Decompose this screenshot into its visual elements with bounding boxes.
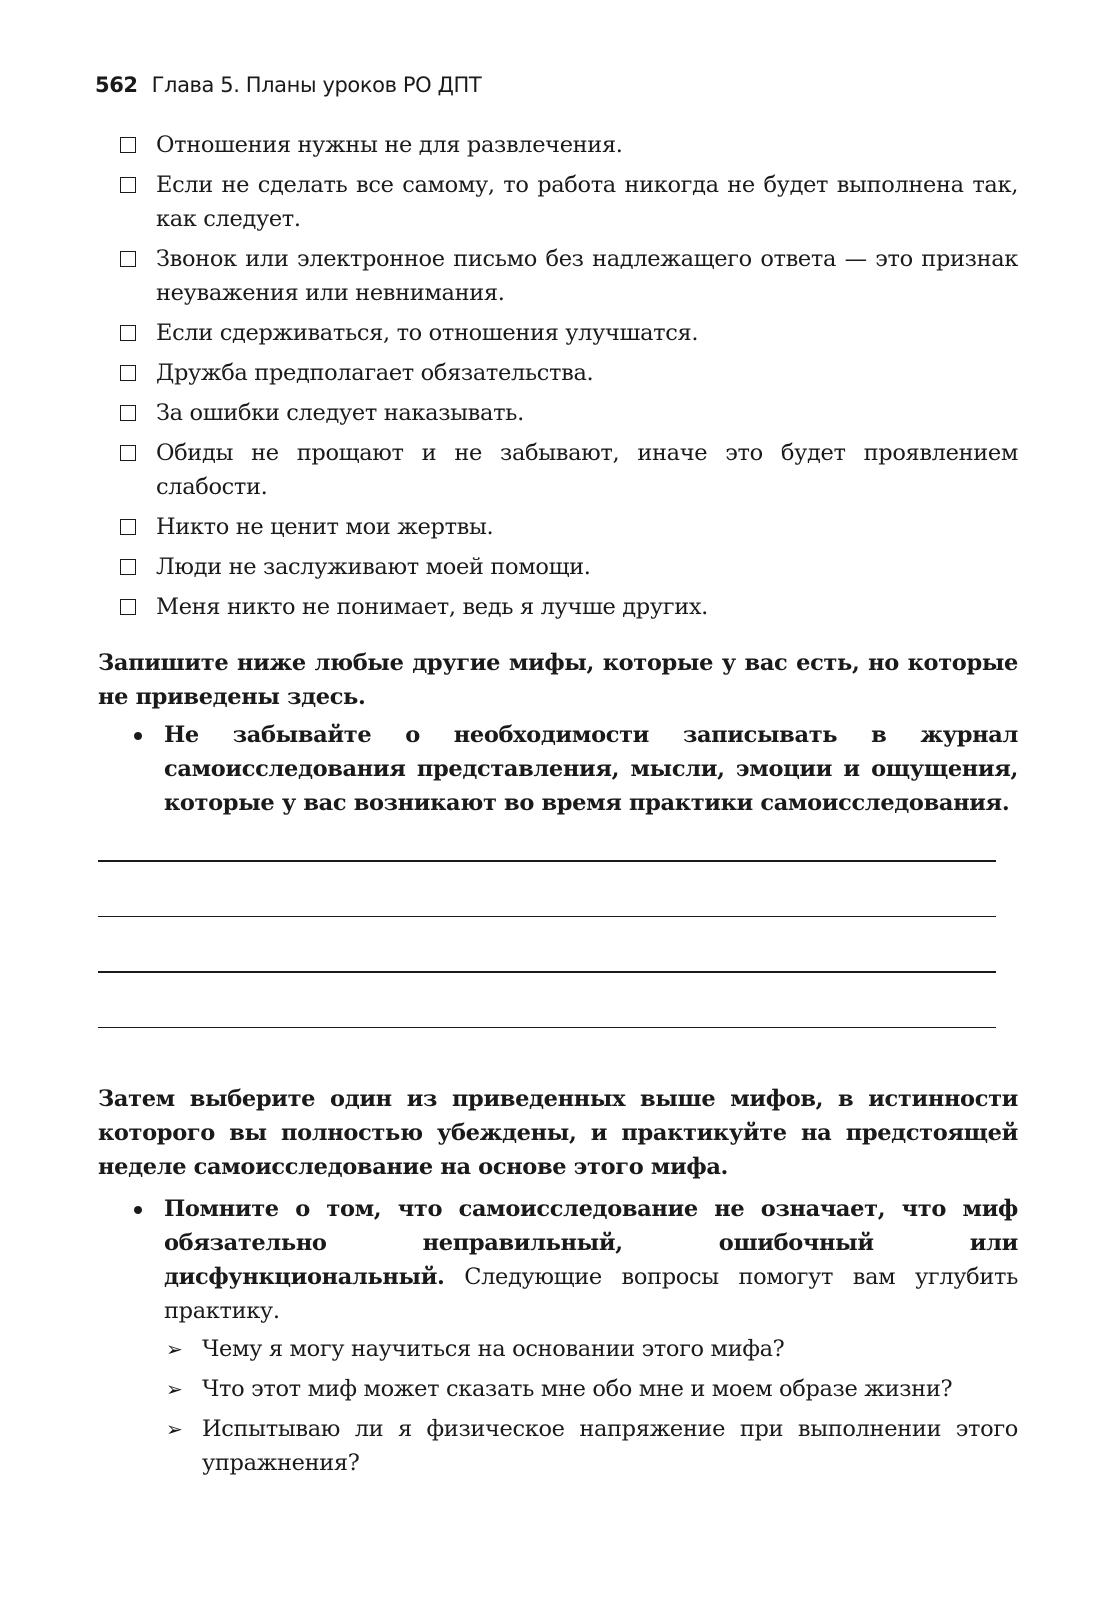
checklist-item-text: Обиды не прощают и не забывают, иначе это будет проявлением слабости.	[156, 440, 1018, 500]
page-number: 562	[95, 73, 138, 97]
checklist-item-text: За ошибки следует наказывать.	[156, 400, 524, 426]
journal-reminder-bullet	[98, 718, 1018, 820]
checklist-item-text: Никто не ценит мои жертвы.	[156, 514, 494, 540]
journal-reminder-text: Не забывайте о необходимости записывать в журнал самоисследования представления, мысли, эмоции и ощущения, которые у вас возникают во время практики самоисследования.	[164, 722, 1018, 816]
write-in-line[interactable]	[98, 971, 996, 973]
remember-bold-text: Помните о том, что самоисследование не означает, что миф обязательно неправильный, ошибочный или дисфункциональный.	[164, 1196, 1018, 1290]
question-item	[98, 1332, 1018, 1366]
checkbox-icon[interactable]	[120, 445, 136, 461]
remember-rest-text: Следующие вопросы помогут вам углубить практику.	[164, 1264, 1018, 1324]
checkbox-icon[interactable]	[120, 177, 136, 193]
checkbox-icon[interactable]	[120, 519, 136, 535]
question-item	[98, 1412, 1018, 1480]
checklist-item	[98, 356, 1018, 390]
question-text: Чему я могу научиться на основании этого мифа?	[202, 1336, 785, 1362]
page-header	[95, 70, 481, 100]
checklist-item	[98, 510, 1018, 544]
bullet-dot-icon	[134, 1206, 142, 1214]
checkbox-icon[interactable]	[120, 405, 136, 421]
myth-checklist	[98, 128, 1018, 624]
bullet-dot-icon	[134, 732, 142, 740]
checklist-item	[98, 550, 1018, 584]
checklist-item	[98, 316, 1018, 350]
question-text: Что этот миф может сказать мне обо мне и моем образе жизни?	[202, 1376, 953, 1402]
arrow-right-icon: ➢	[166, 1377, 183, 1401]
checklist-item	[98, 242, 1018, 310]
checklist-item	[98, 396, 1018, 430]
page-content	[98, 128, 1018, 1486]
checklist-item-text: Если не сделать все самому, то работа никогда не будет выполнена так, как следует.	[156, 172, 1018, 232]
question-list	[98, 1332, 1018, 1480]
checkbox-icon[interactable]	[120, 251, 136, 267]
remember-bullet	[98, 1192, 1018, 1328]
checkbox-icon[interactable]	[120, 599, 136, 615]
checklist-item-text: Меня никто не понимает, ведь я лучше других.	[156, 594, 708, 620]
instruction-other-myths: Запишите ниже любые другие мифы, которые у вас есть, но которые не приведены здесь.	[98, 650, 1018, 710]
checklist-item-text: Если сдерживаться, то отношения улучшатся.	[156, 320, 699, 346]
instruction-choose-myth: Затем выберите один из приведенных выше мифов, в истинности которого вы полностью убеждены, и практикуйте на предстоящей неделе самоисследование на основе этого мифа.	[98, 1086, 1018, 1180]
write-in-line[interactable]	[98, 1027, 996, 1029]
write-in-line[interactable]	[98, 860, 996, 862]
write-in-area	[98, 860, 1018, 1028]
checklist-item-text: Дружба предполагает обязательства.	[156, 360, 594, 386]
checkbox-icon[interactable]	[120, 365, 136, 381]
checklist-item-text: Люди не заслуживают моей помощи.	[156, 554, 591, 580]
checklist-item	[98, 590, 1018, 624]
checklist-item	[98, 436, 1018, 504]
checkbox-icon[interactable]	[120, 137, 136, 153]
checklist-item-text: Отношения нужны не для развлечения.	[156, 132, 623, 158]
checklist-item-text: Звонок или электронное письмо без надлежащего ответа — это признак неуважения или невнимания.	[156, 246, 1018, 306]
checklist-item	[98, 168, 1018, 236]
question-text: Испытываю ли я физическое напряжение при выполнении этого упражнения?	[202, 1416, 1018, 1476]
arrow-right-icon: ➢	[166, 1417, 183, 1441]
chapter-title: Глава 5. Планы уроков РО ДПТ	[151, 73, 482, 97]
checklist-item	[98, 128, 1018, 162]
checkbox-icon[interactable]	[120, 325, 136, 341]
question-item	[98, 1372, 1018, 1406]
write-in-line[interactable]	[98, 916, 996, 918]
arrow-right-icon: ➢	[166, 1337, 183, 1361]
checkbox-icon[interactable]	[120, 559, 136, 575]
